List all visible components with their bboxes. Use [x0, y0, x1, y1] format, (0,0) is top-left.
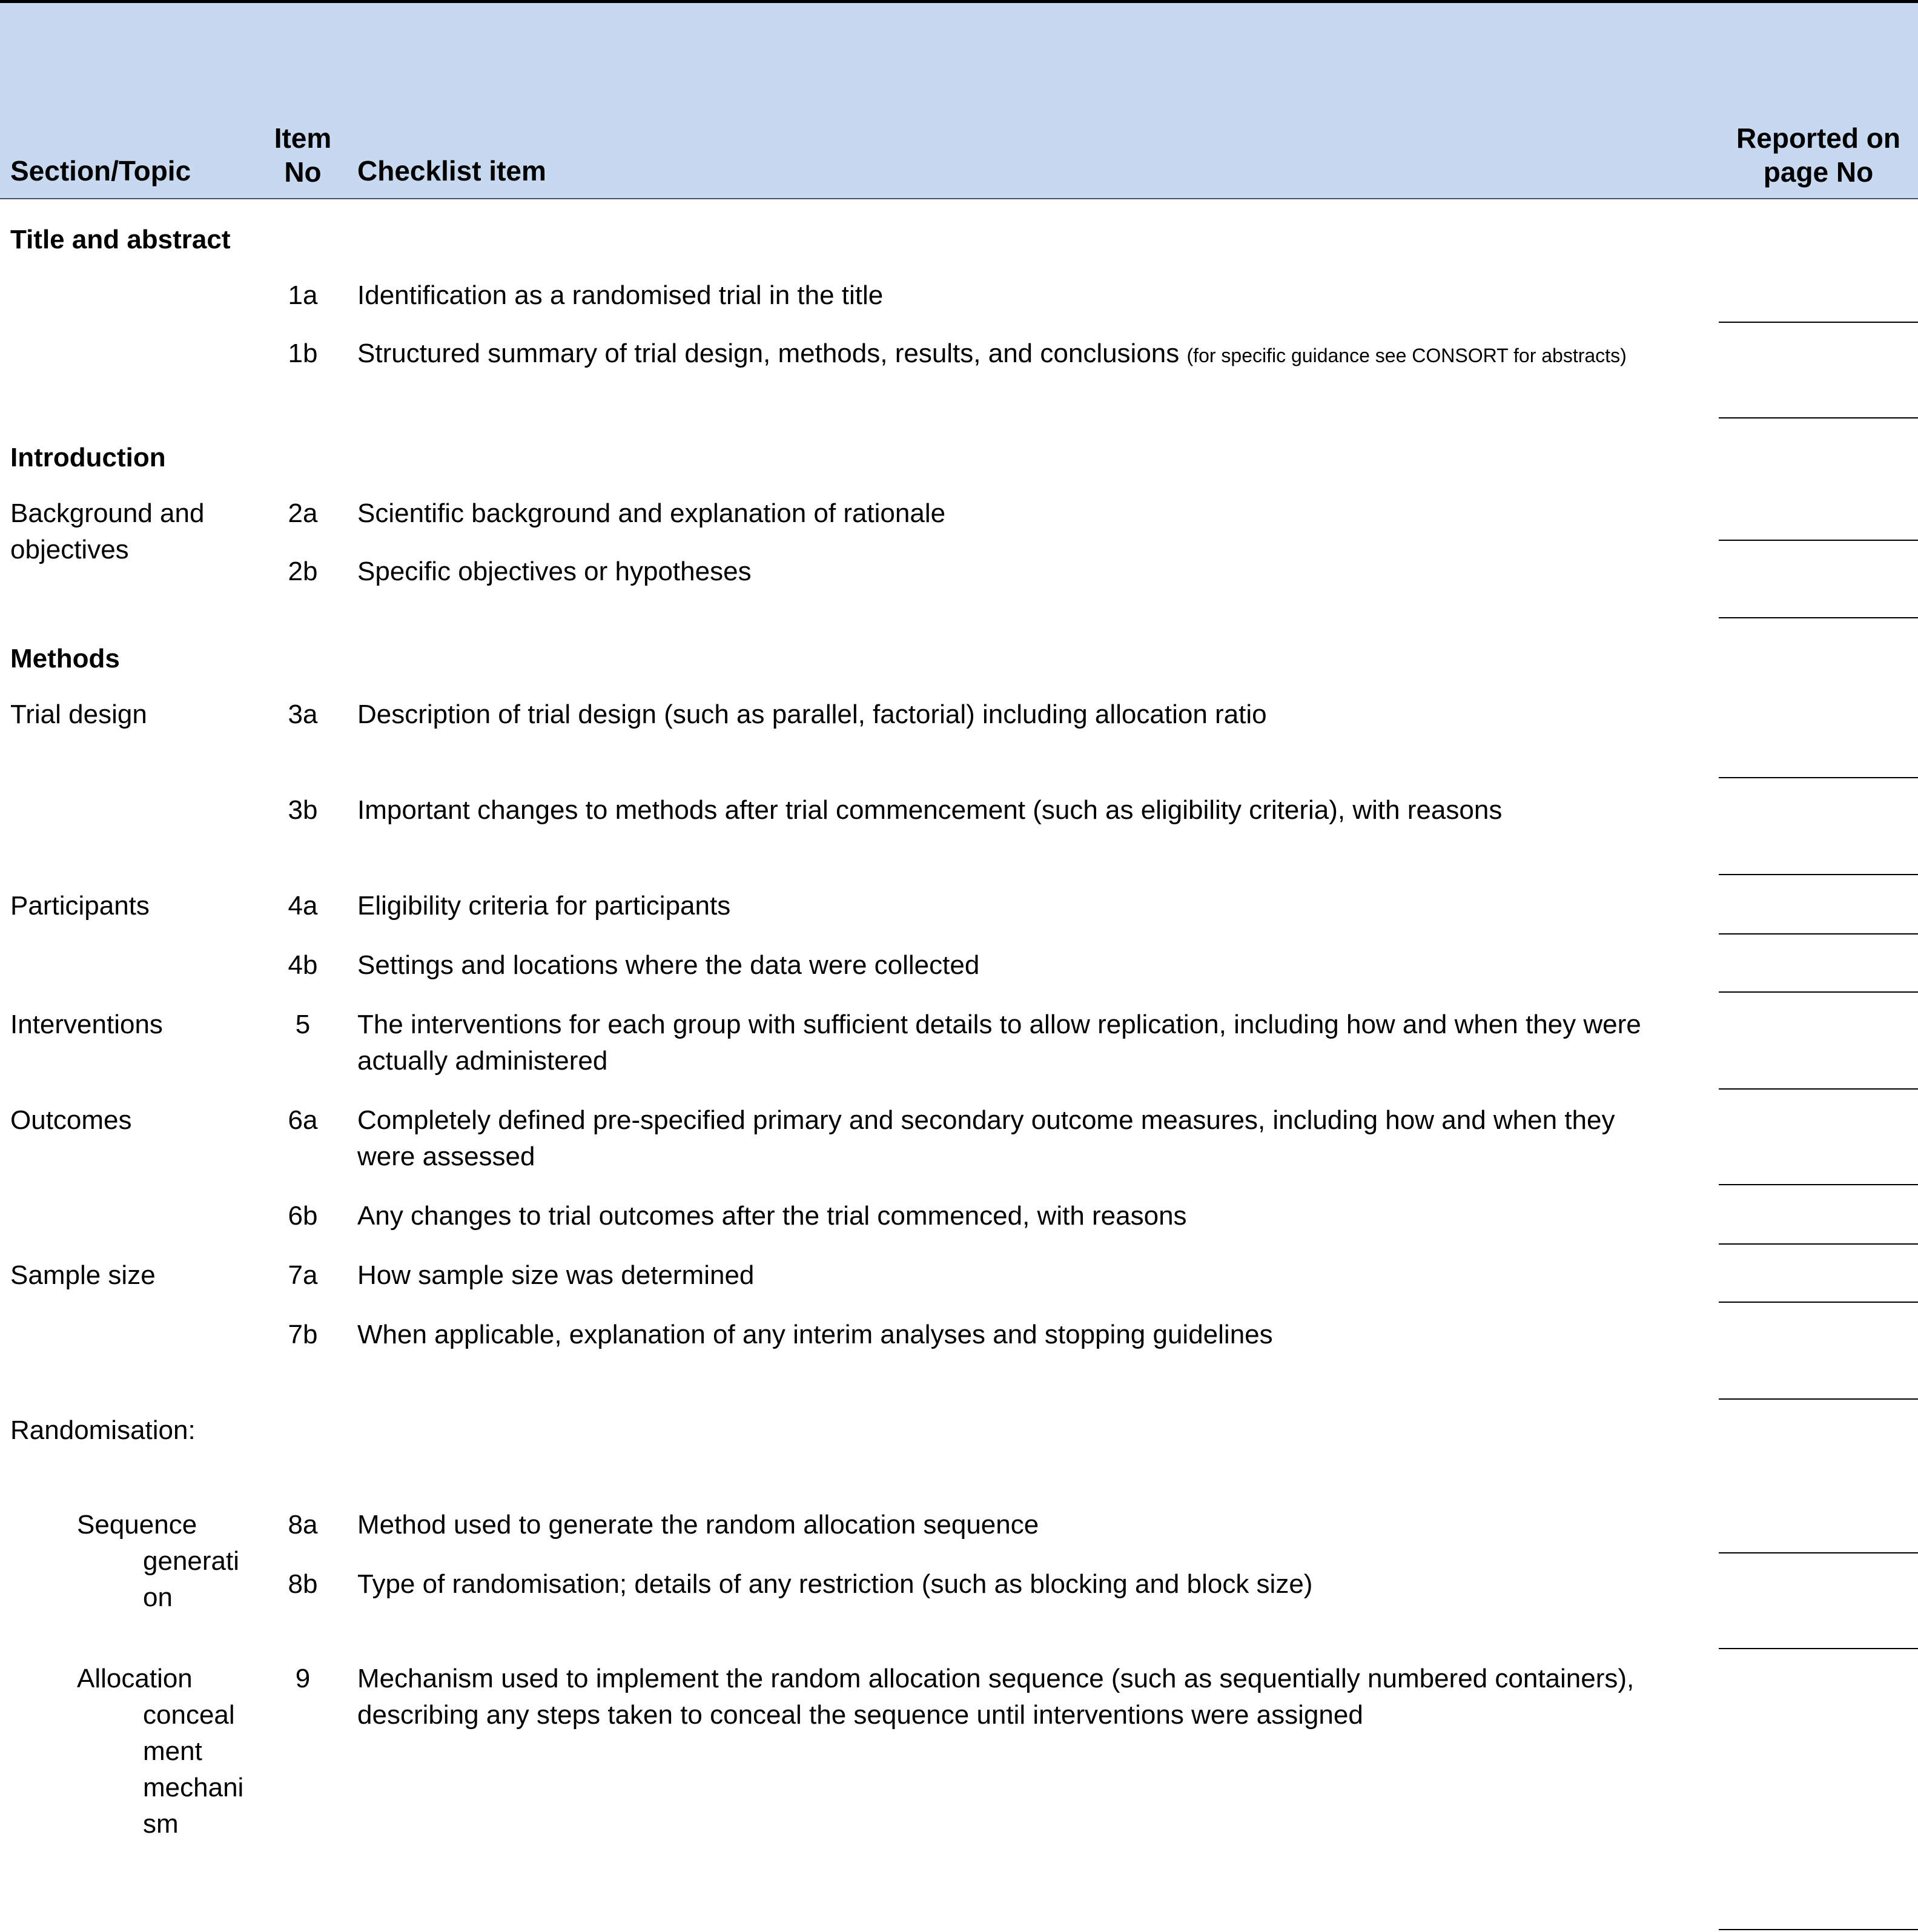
item-no-9: 9: [295, 1664, 311, 1693]
item-text-3b: Important changes to methods after trial commencement (such as eligibility criteria), with reasons: [357, 795, 1503, 825]
page-line-3b[interactable]: [1719, 874, 1918, 875]
item-text-1b-main: Structured summary of trial design, methods, results, and conclusions: [357, 339, 1180, 368]
item-text-1b: [357, 336, 1627, 374]
item-no-5: 5: [295, 1010, 311, 1039]
section-introduction: Introduction: [10, 443, 166, 472]
page-line-1a[interactable]: [1719, 322, 1918, 323]
item-text-6b: Any changes to trial outcomes after the trial commenced, with reasons: [357, 1201, 1187, 1231]
item-no-7b: 7b: [288, 1320, 318, 1349]
header-item-no: Item No: [274, 122, 332, 188]
page-line-7a[interactable]: [1719, 1302, 1918, 1303]
topic-participants: Participants: [10, 891, 150, 921]
topic-allocation-concealment: Allocation conceal ment mechani sm: [77, 1664, 244, 1839]
page-line-8a[interactable]: [1719, 1552, 1918, 1553]
topic-outcomes: Outcomes: [10, 1105, 132, 1135]
item-text-8a: Method used to generate the random allocation sequence: [357, 1510, 1039, 1540]
item-text-1a: Identification as a randomised trial in the title: [357, 280, 884, 310]
item-text-8b: Type of randomisation; details of any restriction (such as blocking and block size): [357, 1569, 1313, 1599]
item-no-8a: 8a: [288, 1510, 318, 1540]
item-text-7a: How sample size was determined: [357, 1260, 755, 1290]
item-text-2b: Specific objectives or hypotheses: [357, 557, 752, 586]
item-no-3a: 3a: [288, 700, 318, 729]
item-no-6b: 6b: [288, 1201, 318, 1231]
page-line-2a[interactable]: [1719, 540, 1918, 541]
item-text-6a: Completely defined pre-specified primary and secondary outcome measures, including how and when they were assessed: [357, 1105, 1615, 1171]
section-title-abstract: Title and abstract: [10, 225, 231, 254]
header-section-topic: Section/Topic: [10, 155, 191, 187]
item-no-4b: 4b: [288, 950, 318, 980]
item-text-9: Mechanism used to implement the random allocation sequence (such as sequentially numbered containers), describing any steps taken to conceal the sequence until interventions were assigned: [357, 1664, 1635, 1730]
page-line-1b[interactable]: [1719, 417, 1918, 418]
page-line-9[interactable]: [1719, 1929, 1918, 1930]
item-no-4a: 4a: [288, 891, 318, 921]
item-text-3a: Description of trial design (such as parallel, factorial) including allocation ratio: [357, 700, 1267, 729]
item-no-2b: 2b: [288, 557, 318, 586]
page-line-3a[interactable]: [1719, 777, 1918, 778]
page-line-7b[interactable]: [1719, 1398, 1918, 1400]
item-no-7a: 7a: [288, 1260, 318, 1290]
item-text-4b: Settings and locations where the data were collected: [357, 950, 980, 980]
item-no-1a: 1a: [288, 280, 318, 310]
header-reported-page: Reported on page No: [1736, 122, 1900, 188]
item-text-4a: Eligibility criteria for participants: [357, 891, 731, 921]
page-line-2b[interactable]: [1719, 617, 1918, 618]
item-no-3b: 3b: [288, 795, 318, 825]
item-no-8b: 8b: [288, 1569, 318, 1599]
item-note-1b: (for specific guidance see CONSORT for abstracts): [1186, 345, 1627, 366]
page-line-5[interactable]: [1719, 1088, 1918, 1090]
page-line-8b[interactable]: [1719, 1648, 1918, 1649]
header-checklist-item: Checklist item: [357, 155, 546, 187]
item-text-5: The interventions for each group with sufficient details to allow replication, including how and when they were actually administered: [357, 1010, 1641, 1076]
topic-randomisation: Randomisation:: [10, 1415, 196, 1445]
item-text-2a: Scientific background and explanation of rationale: [357, 498, 946, 528]
page-line-6a[interactable]: [1719, 1184, 1918, 1185]
page-line-4a[interactable]: [1719, 933, 1918, 935]
section-methods: Methods: [10, 644, 120, 673]
item-no-2a: 2a: [288, 498, 318, 528]
topic-sample-size: Sample size: [10, 1260, 156, 1290]
topic-background: Background and objectives: [10, 498, 205, 564]
item-text-7b: When applicable, explanation of any interim analyses and stopping guidelines: [357, 1320, 1273, 1349]
topic-interventions: Interventions: [10, 1010, 163, 1039]
topic-trial-design: Trial design: [10, 700, 147, 729]
item-no-6a: 6a: [288, 1105, 318, 1135]
page-line-4b[interactable]: [1719, 991, 1918, 993]
topic-sequence-generation: Sequence generati on: [77, 1510, 240, 1612]
page-line-6b[interactable]: [1719, 1243, 1918, 1245]
item-no-1b: 1b: [288, 339, 318, 368]
